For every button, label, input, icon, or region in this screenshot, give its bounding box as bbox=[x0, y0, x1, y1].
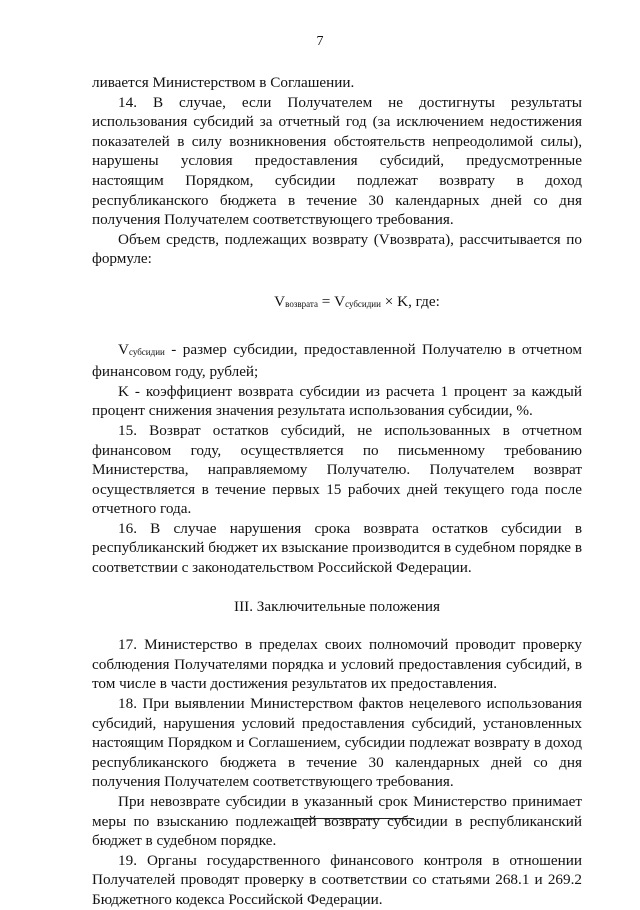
formula-equals: = bbox=[317, 292, 335, 310]
paragraph-14-formula-intro: Объем средств, подлежащих возврату (Vвозврата), рассчитывается по формуле: bbox=[92, 230, 582, 268]
paragraph-17: 17. Министерство в пределах своих полномочий проводит проверку соблюдения Получателями порядка и условий предоставления субсидий, в том числе в части достижения результатов их предоставления. bbox=[92, 636, 582, 693]
definition-v-subscript: субсидии bbox=[128, 346, 165, 357]
section-heading: III. Заключительные положения bbox=[234, 597, 440, 615]
paragraph-14: 14. В случае, если Получателем не достигнуты результаты использования субсидий за отчетный год (за исключением недостижения показателей в силу возникновения обстоятельств непреодолимой силы), нарушены условия предоставления субсидий, предусмотренные настоящим Порядком, субсидии подлежат возврату в доход республиканского бюджета в течение 30 календарных дней со дня получения Получателем соответствующего требования. bbox=[92, 93, 582, 229]
formula-rest: × K, где: bbox=[380, 292, 440, 310]
end-separator-line bbox=[294, 818, 414, 819]
page-number: 7 bbox=[316, 34, 324, 49]
definition-v-symbol: V bbox=[118, 340, 129, 358]
paragraph-15: 15. Возврат остатков субсидий, не использованных в отчетном финансовом году, осуществляется по письменному требованию Министерства, направляемому Получателю. Получателем возврат осуществляется в течение первых 15 рабочих дней текущего года после отчетного года. bbox=[92, 421, 582, 518]
definition-v-text: - размер субсидии, предоставленной Получателю в отчетном финансовом году, рублей; bbox=[92, 340, 582, 381]
formula-lhs-symbol: V bbox=[274, 292, 286, 310]
paragraph-19: 19. Органы государственного финансового контроля в отношении Получателей проводят проверку в соответствии со статьями 268.1 и 269.2 Бюджетного кодекса Российской Федерации. bbox=[92, 851, 582, 908]
formula-rhs-symbol: V bbox=[334, 292, 346, 310]
definition-v-subsidy bbox=[92, 340, 582, 382]
formula-rhs-subscript: субсидии bbox=[345, 298, 381, 309]
paragraph-18-continuation: При невозврате субсидии в указанный срок Министерство принимает меры по взысканию подлежащей возврату субсидии в республиканский бюджет в судебном порядке. bbox=[92, 793, 582, 850]
definition-k: K - коэффициент возврата субсидии из расчета 1 процент за каждый процент снижения значения результата использования субсидии, %. bbox=[92, 382, 582, 420]
paragraph-18: 18. При выявлении Министерством фактов нецелевого использования субсидий, нарушения условий предоставления субсидий, установленных настоящим Порядком и Соглашением, субсидии подлежат возврату в доход республиканского бюджета в течение 30 календарных дней со дня получения Получателем соответствующего требования. bbox=[92, 695, 582, 791]
paragraph-continuation: ливается Министерством в Соглашении. bbox=[92, 74, 355, 91]
paragraph-16: 16. В случае нарушения срока возврата остатков субсидии в республиканский бюджет их взыскание производится в судебном порядке в соответствии с законодательством Российской Федерации. bbox=[92, 519, 582, 577]
return-formula bbox=[92, 292, 582, 315]
document-body bbox=[92, 73, 582, 910]
formula-lhs-subscript: возврата bbox=[285, 298, 318, 309]
